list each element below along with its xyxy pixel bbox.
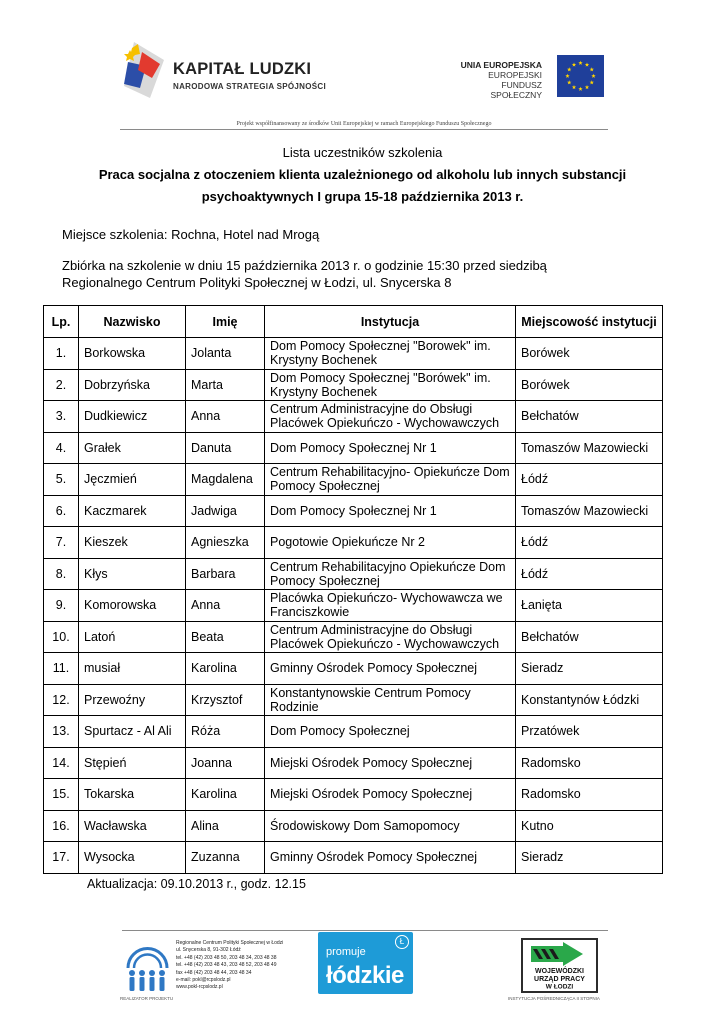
cell-name: Alina <box>186 810 265 842</box>
cell-name: Anna <box>186 401 265 433</box>
cell-name: Barbara <box>186 558 265 590</box>
cell-surname: Kłys <box>79 558 186 590</box>
cell-name: Karolina <box>186 779 265 811</box>
cell-town: Bełchatów <box>516 401 663 433</box>
cell-town: Borówek <box>516 369 663 401</box>
meeting-info-line-1: Zbiórka na szkolenie w dniu 15 października 2013 r. o godzinie 15:30 przed siedzibą <box>62 258 547 273</box>
cell-town: Konstantynów Łódzki <box>516 684 663 716</box>
cell-surname: Grałek <box>79 432 186 464</box>
header-institution: Instytucja <box>265 306 516 338</box>
cell-surname: Przewoźny <box>79 684 186 716</box>
eu-line-3: FUNDUSZ SPOŁECZNY <box>490 80 542 100</box>
cell-name: Beata <box>186 621 265 653</box>
eu-flag-icon <box>557 55 604 97</box>
cell-town: Łódź <box>516 527 663 559</box>
cell-lp: 16. <box>44 810 79 842</box>
list-title: Lista uczestników szkolenia <box>282 145 443 160</box>
wup-text-line-2: URZĄD PRACY <box>534 976 585 983</box>
promuje-large-text: łódzkie <box>326 962 404 989</box>
cell-town: Radomsko <box>516 779 663 811</box>
cell-town: Radomsko <box>516 747 663 779</box>
cell-surname: Stępień <box>79 747 186 779</box>
table-header-row <box>44 306 663 338</box>
rcps-address-line: www.pokl-rcpslodz.pl <box>176 984 223 991</box>
cell-name: Róża <box>186 716 265 748</box>
promuje-mark-icon: Ł <box>395 935 409 949</box>
cell-lp: 15. <box>44 779 79 811</box>
cell-institution: Centrum Administracyjne do Obsługi Placówek Opiekuńczo - Wychowawczych <box>265 621 516 653</box>
cell-surname: Tokarska <box>79 779 186 811</box>
cell-surname: musiał <box>79 653 186 685</box>
table-row <box>44 842 663 874</box>
cell-town: Łódź <box>516 558 663 590</box>
kapital-ludzki-subtitle: NARODOWA STRATEGIA SPÓJNOŚCI <box>173 82 327 91</box>
cell-institution: Gminny Ośrodek Pomocy Społecznej <box>265 842 516 874</box>
cell-town: Tomaszów Mazowiecki <box>516 432 663 464</box>
cell-lp: 12. <box>44 684 79 716</box>
cell-town: Bełchatów <box>516 621 663 653</box>
table-row <box>44 716 663 748</box>
rcps-address-line: e-mail: pokl@rcpslodz.pl <box>176 977 231 984</box>
cell-institution: Centrum Rehabilitacyjno Opiekuńcze Dom Pomocy Społecznej <box>265 558 516 590</box>
cell-lp: 9. <box>44 590 79 622</box>
cell-town: Łódź <box>516 464 663 496</box>
rcps-people-logo-icon <box>125 938 170 996</box>
cell-surname: Spurtacz - Al Ali <box>79 716 186 748</box>
table-row <box>44 747 663 779</box>
wup-caption: INSTYTUCJA POŚREDNICZĄCA II STOPNIA <box>508 996 600 1001</box>
wup-lodz-logo-icon <box>521 938 598 993</box>
cell-town: Tomaszów Mazowiecki <box>516 495 663 527</box>
table-row <box>44 558 663 590</box>
cell-institution: Centrum Rehabilitacyjno- Opiekuńcze Dom Pomocy Społecznej <box>265 464 516 496</box>
cell-institution: Dom Pomocy Społecznej "Borówek" im. Krystyny Bochenek <box>265 369 516 401</box>
rcps-address-line: Regionalne Centrum Polityki Społecznej w Łodzi <box>176 940 284 946</box>
cell-town: Łanięta <box>516 590 663 622</box>
cell-surname: Dudkiewicz <box>79 401 186 433</box>
cell-institution: Dom Pomocy Społecznej "Borowek" im. Krystyny Bochenek <box>265 338 516 370</box>
cell-surname: Latoń <box>79 621 186 653</box>
rcps-address <box>176 940 316 992</box>
cell-lp: 3. <box>44 401 79 433</box>
header-surname: Nazwisko <box>79 306 186 338</box>
update-note: Aktualizacja: 09.10.2013 r., godz. 12.15 <box>87 877 306 891</box>
table-row <box>44 527 663 559</box>
cell-institution: Miejski Ośrodek Pomocy Społecznej <box>265 747 516 779</box>
header-town: Miejscowość instytucji <box>516 306 663 338</box>
kapital-ludzki-flag-icon <box>120 40 166 102</box>
cell-institution: Pogotowie Opiekuńcze Nr 2 <box>265 527 516 559</box>
cell-town: Borówek <box>516 338 663 370</box>
table-row <box>44 621 663 653</box>
table-row <box>44 401 663 433</box>
cell-name: Joanna <box>186 747 265 779</box>
promuje-lodzkie-logo <box>318 932 413 994</box>
main-title-line-2: psychoaktywnych I grupa 15-18 października 2013 r. <box>201 189 524 204</box>
cell-name: Anna <box>186 590 265 622</box>
cell-name: Magdalena <box>186 464 265 496</box>
cell-name: Danuta <box>186 432 265 464</box>
cell-institution: Dom Pomocy Społecznej <box>265 716 516 748</box>
table-row <box>44 779 663 811</box>
cell-lp: 4. <box>44 432 79 464</box>
eu-line-2: EUROPEJSKI <box>488 70 542 80</box>
header-divider <box>120 129 608 130</box>
wup-text-line-3: W ŁODZI <box>545 983 574 991</box>
cell-surname: Kaczmarek <box>79 495 186 527</box>
table-row <box>44 432 663 464</box>
cell-name: Marta <box>186 369 265 401</box>
meeting-info-line-2: Regionalnego Centrum Polityki Społecznej w Łodzi, ul. Snycerska 8 <box>62 275 452 290</box>
cell-surname: Wysocka <box>79 842 186 874</box>
cell-institution: Dom Pomocy Społecznej Nr 1 <box>265 495 516 527</box>
participants-table <box>43 305 663 874</box>
cell-institution: Placówka Opiekuńczo- Wychowawcza we Franciszkowie <box>265 590 516 622</box>
cell-lp: 13. <box>44 716 79 748</box>
cell-lp: 11. <box>44 653 79 685</box>
cell-institution: Środowiskowy Dom Samopomocy <box>265 810 516 842</box>
cell-surname: Jęczmień <box>79 464 186 496</box>
table-row <box>44 464 663 496</box>
cell-lp: 14. <box>44 747 79 779</box>
promuje-small-text: promuje <box>326 946 366 958</box>
cell-lp: 6. <box>44 495 79 527</box>
cell-institution: Konstantynowskie Centrum Pomocy Rodzinie <box>265 684 516 716</box>
cell-surname: Borkowska <box>79 338 186 370</box>
cell-institution: Centrum Administracyjne do Obsługi Placówek Opiekuńczo - Wychowawczych <box>265 401 516 433</box>
table-row <box>44 684 663 716</box>
cell-institution: Miejski Ośrodek Pomocy Społecznej <box>265 779 516 811</box>
cell-lp: 1. <box>44 338 79 370</box>
cell-surname: Komorowska <box>79 590 186 622</box>
table-row <box>44 590 663 622</box>
cell-surname: Dobrzyńska <box>79 369 186 401</box>
cell-name: Jadwiga <box>186 495 265 527</box>
header-name: Imię <box>186 306 265 338</box>
wup-text-line-1: WOJEWÓDZKI <box>535 968 584 975</box>
eu-line-1: UNIA EUROPEJSKA <box>460 60 542 70</box>
cell-town: Sieradz <box>516 653 663 685</box>
cell-lp: 5. <box>44 464 79 496</box>
footer-divider <box>122 930 608 931</box>
table-row <box>44 338 663 370</box>
rcps-address-line: ul. Snycerska 8, 91-302 Łódź <box>176 947 241 954</box>
cell-name: Agnieszka <box>186 527 265 559</box>
header-lp: Lp. <box>44 306 79 338</box>
cell-institution: Dom Pomocy Społecznej Nr 1 <box>265 432 516 464</box>
header-logos <box>0 0 725 140</box>
cell-name: Karolina <box>186 653 265 685</box>
rcps-address-line: tel. +48 (42) 203 48 50, 203 48 34, 203 48 38 <box>176 954 277 961</box>
cell-lp: 10. <box>44 621 79 653</box>
cell-lp: 17. <box>44 842 79 874</box>
cell-town: Sieradz <box>516 842 663 874</box>
table-row <box>44 369 663 401</box>
kapital-ludzki-title: KAPITAŁ LUDZKI <box>173 60 312 78</box>
cell-institution: Gminny Ośrodek Pomocy Społecznej <box>265 653 516 685</box>
rcps-caption: REALIZATOR PROJEKTU <box>120 996 174 1001</box>
cell-surname: Wacławska <box>79 810 186 842</box>
table-row <box>44 495 663 527</box>
rcps-address-line: tel. +48 (42) 203 48 43, 203 48 52, 203 48 49 <box>176 962 277 969</box>
eu-text <box>452 60 542 100</box>
cell-lp: 8. <box>44 558 79 590</box>
cell-lp: 7. <box>44 527 79 559</box>
cell-name: Krzysztof <box>186 684 265 716</box>
cell-name: Zuzanna <box>186 842 265 874</box>
cell-surname: Kieszek <box>79 527 186 559</box>
table-row <box>44 653 663 685</box>
table-row <box>44 810 663 842</box>
training-place: Miejsce szkolenia: Rochna, Hotel nad Mrogą <box>62 227 320 242</box>
cell-name: Jolanta <box>186 338 265 370</box>
cell-town: Przatówek <box>516 716 663 748</box>
cofinance-note: Projekt współfinansowany ze środków Unii Europejskiej w ramach Europejskiego Funduszu Społecznego <box>236 121 492 127</box>
cell-town: Kutno <box>516 810 663 842</box>
main-title-line-1: Praca socjalna z otoczeniem klienta uzależnionego od alkoholu lub innych substancji <box>98 167 627 182</box>
cell-lp: 2. <box>44 369 79 401</box>
rcps-address-line: fax +48 (42) 203 48 44, 203 48 34 <box>176 969 252 976</box>
